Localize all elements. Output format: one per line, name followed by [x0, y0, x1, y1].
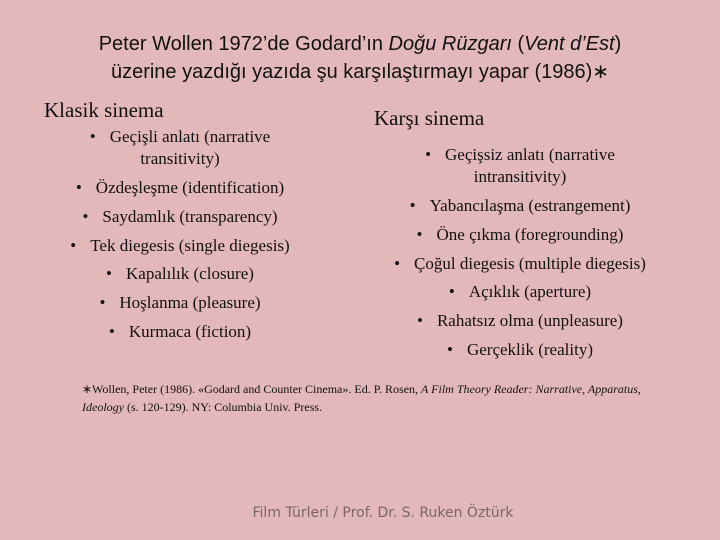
list-item: • Tek diegesis (single diegesis) [70, 235, 290, 255]
list-item: • Geçişsiz anlatı (narrative intransitivity) [425, 145, 615, 186]
title-line-1: Peter Wollen 1972’de Godard’ın Doğu Rüzgarı (Vent d’Est) [98, 33, 622, 55]
list-item: • Özdeşleşme (identification) [75, 178, 285, 197]
film-title-french: Vent d’Est [524, 33, 615, 55]
bullet: • [448, 282, 455, 302]
list-item: • Yabancılaşma (estrangement) [409, 196, 631, 215]
list-item: • Saydamlık (transparency) [82, 206, 278, 226]
bullet: • [409, 196, 416, 215]
list-item: • Kurmaca (fiction) [108, 321, 252, 341]
bullet: • [82, 206, 89, 226]
footnote: ∗Wollen, Peter (1986). «Godard and Counter Cinema». Ed. P. Rosen, A Film Theory Reader: Narrative, Apparatus, Ideology (s. 120-129). NY: Columbia Univ. Press. [82, 382, 641, 414]
counter-cinema-list [360, 144, 680, 365]
bullet: • [75, 178, 82, 197]
list-item: • Öne çıkma (foregrounding) [416, 224, 624, 244]
list-item: • Hoşlanma (pleasure) [99, 293, 261, 313]
bullet: • [108, 321, 115, 341]
classic-cinema-heading: Klasik sinema [44, 98, 164, 122]
list-item: • Çoğul diegesis (multiple diegesis) [394, 253, 646, 273]
bullet: • [106, 264, 112, 284]
counter-cinema-heading: Karşı sinema [374, 106, 485, 130]
bullet: • [89, 127, 96, 146]
bullet: • [447, 339, 453, 359]
title-line-2: üzerine yazdığı yazıda şu karşılaştırmayı yapar (1986)∗ [110, 61, 610, 83]
bullet: • [416, 224, 423, 244]
list-item: • Gerçeklik (reality) [447, 339, 593, 359]
list-item: • Açıklık (aperture) [448, 282, 592, 302]
bullet: • [99, 293, 106, 313]
slide-footer: Film Türleri / Prof. Dr. S. Ruken Öztürk [252, 505, 514, 521]
slide-title [0, 30, 720, 86]
bullet: • [417, 311, 423, 331]
list-item: • Kapalılık (closure) [106, 264, 254, 284]
bullet: • [394, 253, 401, 273]
bullet: • [70, 235, 77, 255]
list-item: • Geçişli anlatı (narrative transitivity) [89, 127, 271, 168]
list-item: • Rahatsız olma (unpleasure) [417, 311, 623, 331]
bullet: • [425, 145, 432, 164]
book-title: A Film Theory Reader: Narrative, Apparatus, Ideology [82, 382, 641, 414]
classic-cinema-list [30, 126, 330, 347]
film-title: Doğu Rüzgarı [388, 33, 512, 55]
